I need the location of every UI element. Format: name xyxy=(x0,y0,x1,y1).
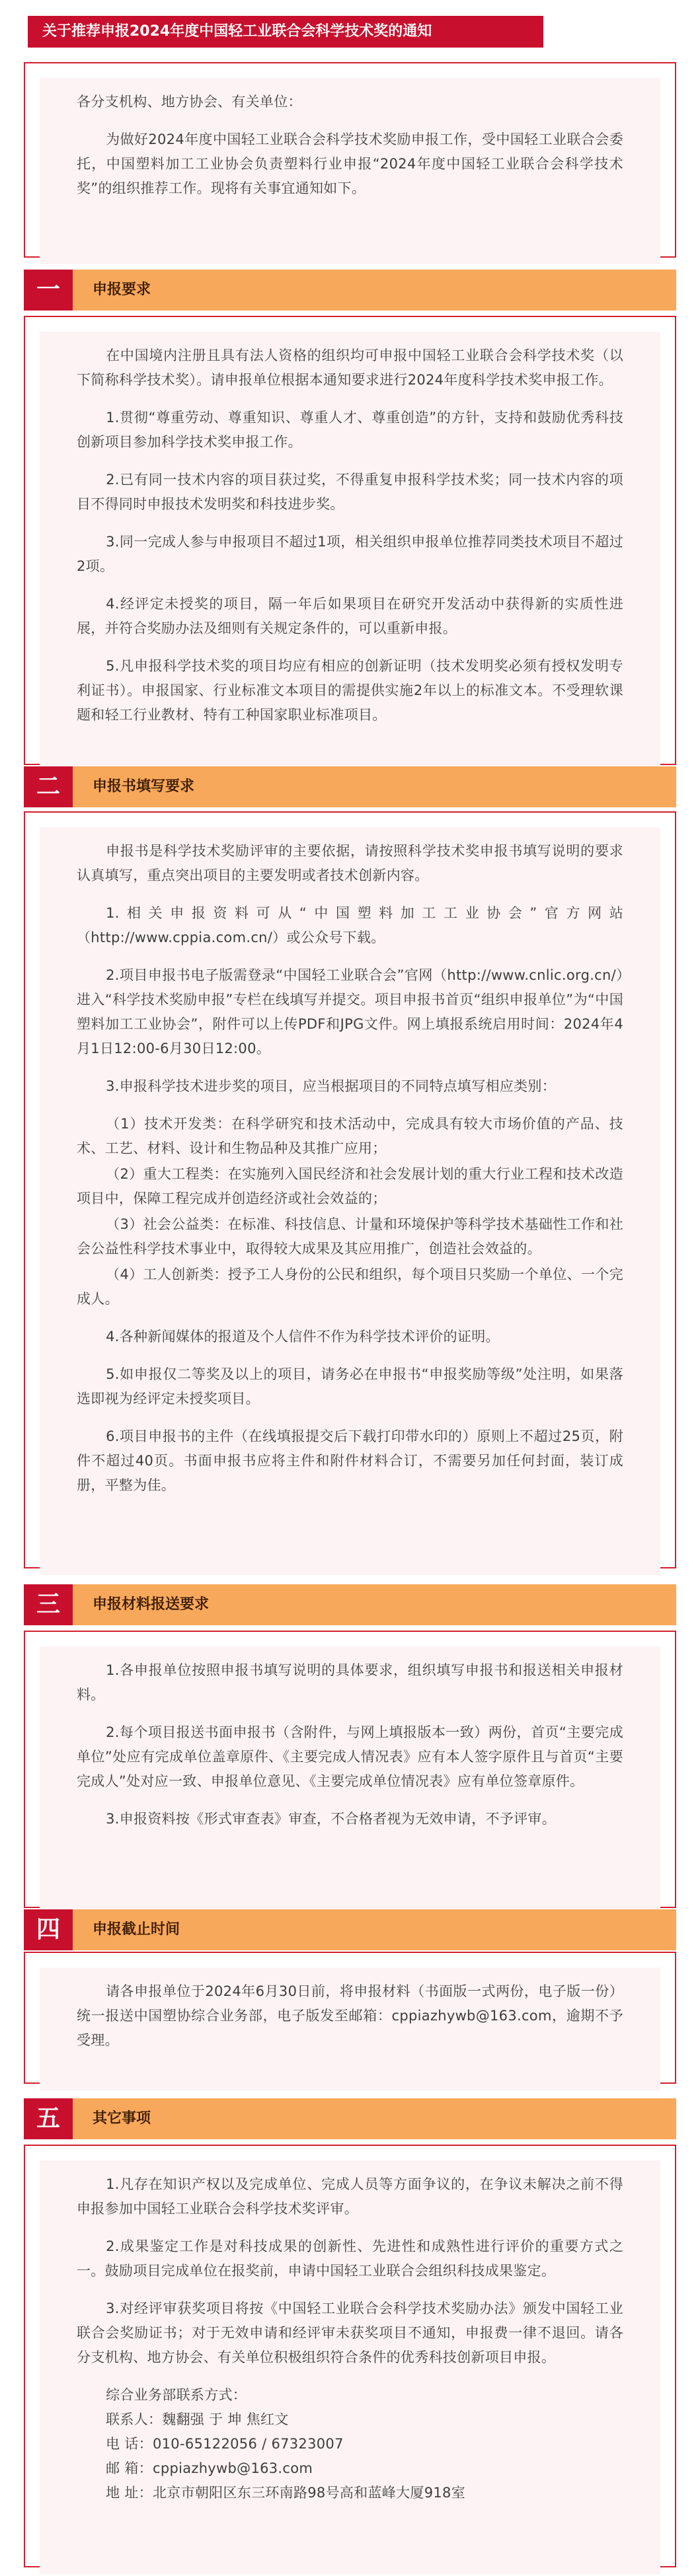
section-title: 申报材料报送要求 xyxy=(93,1596,210,1613)
section-inner-2 xyxy=(40,827,660,1575)
paragraph: 1.贯彻“尊重劳动、尊重知识、尊重人才、尊重创造”的方针，支持和鼓励优秀科技创新项目参加科学技术奖申报工作。 xyxy=(77,410,623,450)
section-number: 二 xyxy=(24,766,73,807)
section-title: 申报要求 xyxy=(93,281,151,298)
paragraph: 2.成果鉴定工作是对科技成果的创新性、先进性和成熟性进行评价的重要方式之一。鼓励项目完成单位在报奖前，申请中国轻工业联合会组织科技成果鉴定。 xyxy=(77,2238,623,2279)
list-item: （1）技术开发类：在科学研究和技术活动中，完成具有较大市场价值的产品、技术、工艺、材料、设计和生物品种及其推广应用； xyxy=(77,1116,623,1156)
paragraph: 5.如申报仅二等奖及以上的项目，请务必在申报书“申报奖励等级”处注明，如果落选即视为经评定未授奖项目。 xyxy=(77,1366,623,1407)
section-header-1 xyxy=(24,270,676,311)
section-number: 一 xyxy=(24,270,73,311)
contact-email: 邮 箱：cppiazhywb@163.com xyxy=(106,2460,313,2476)
contact-block xyxy=(77,2383,623,2505)
section-box-2 xyxy=(24,811,676,1568)
section-title: 申报截止时间 xyxy=(93,1921,180,1938)
section-inner-4 xyxy=(40,1968,660,2090)
section-number: 五 xyxy=(24,2098,73,2139)
section-box-5 xyxy=(24,2145,676,2567)
section-box-4 xyxy=(24,1952,676,2084)
paragraph: 2.项目申报书电子版需登录“中国轻工业联合会”官网（http://www.cnlic.org.cn/）进入“科学技术奖励申报”专栏在线填写并提交。项目申报书首页“组织申报单位”为“中国塑料加工工业协会”，附件可以上传PDF和JPG文件。网上填报系统启用时间：2024年4月1日12:00-6月30日12:00。 xyxy=(77,967,623,1056)
section-number: 三 xyxy=(24,1584,73,1625)
paragraph: 请各申报单位于2024年6月30日前，将申报材料（书面版一式两份，电子版一份）统一报送中国塑协综合业务部，电子版发至邮箱：cppiazhywb@163.com，逾期不予受理。 xyxy=(77,1983,623,2048)
paragraph: 4.经评定未授奖的项目，隔一年后如果项目在研究开发活动中获得新的实质性进展，并符合奖励办法及细则有关规定条件的，可以重新申报。 xyxy=(77,596,623,636)
paragraph: 6.项目申报书的主件（在线填报提交后下载打印带水印的）原则上不超过25页，附件不超过40页。书面申报书应将主件和附件材料合订，不需要另加任何封面，装订成册，平整为佳。 xyxy=(77,1428,623,1493)
contact-address: 地 址：北京市朝阳区东三环南路98号高和蓝峰大厦918室 xyxy=(106,2485,465,2501)
paragraph: 在中国境内注册且具有法人资格的组织均可申报中国轻工业联合会科学技术奖（以下简称科学技术奖）。请申报单位根据本通知要求进行2024年度科学技术奖申报工作。 xyxy=(77,348,623,388)
list-item: （3）社会公益类：在标准、科技信息、计量和环境保护等科学技术基础性工作和社会公益性科学技术事业中，取得较大成果及其应用推广，创造社会效益的。 xyxy=(77,1216,623,1257)
contact-heading: 综合业务部联系方式： xyxy=(106,2387,247,2403)
paragraph: 2.每个项目报送书面申报书（含附件，与网上填报版本一致）两份，首页“主要完成单位”处应有完成单位盖章原件、《主要完成人情况表》应有本人签字原件且与首页“主要完成人”处对应一致、申报单位意见、《主要完成单位情况表》应有单位签章原件。 xyxy=(77,1724,623,1789)
greeting: 各分支机构、地方协会、有关单位： xyxy=(77,94,302,110)
paragraph: 申报书是科学技术奖励评审的主要依据，请按照科学技术奖申报书填写说明的要求认真填写，重点突出项目的主要发明或者技术创新内容。 xyxy=(77,843,623,883)
section-box-3 xyxy=(24,1631,676,1908)
paragraph: 1.凡存在知识产权以及完成单位、完成人员等方面争议的，在争议未解决之前不得申报参加中国轻工业联合会科学技术奖评审。 xyxy=(77,2176,623,2217)
section-inner-5 xyxy=(40,2160,660,2574)
section-title: 申报书填写要求 xyxy=(93,778,195,795)
notice-title: 关于推荐申报2024年度中国轻工业联合会科学技术奖的通知 xyxy=(28,16,543,48)
section-header-4 xyxy=(24,1909,676,1950)
paragraph: 3.对经评审获奖项目将按《中国轻工业联合会科学技术奖励办法》颁发中国轻工业联合会奖励证书；对于无效申请和经评审未获奖项目不通知，申报费一律不退回。请各分支机构、地方协会、有关单位积极组织符合条件的优秀科技创新项目申报。 xyxy=(77,2300,623,2365)
paragraph: 3.同一完成人参与申报项目不超过1项，相关组织申报单位推荐同类技术项目不超过2项。 xyxy=(77,534,623,574)
section-inner-1 xyxy=(40,332,660,772)
section-box-1 xyxy=(24,316,676,765)
paragraph: 3.申报科学技术进步奖的项目，应当根据项目的不同特点填写相应类别： xyxy=(106,1078,557,1094)
contact-people: 联系人：魏翻强 于 坤 焦红文 xyxy=(106,2411,289,2427)
section-header-5 xyxy=(24,2098,676,2139)
list-item: （4）工人创新类：授予工人身份的公民和组织，每个项目只奖励一个单位、一个完成人。 xyxy=(77,1267,623,1307)
section-header-2 xyxy=(24,766,676,807)
paragraph: 1.各申报单位按照申报书填写说明的具体要求，组织填写申报书和报送相关申报材料。 xyxy=(77,1662,623,1703)
intro-inner xyxy=(40,78,660,264)
paragraph: 5.凡申报科学技术奖的项目均应有相应的创新证明（技术发明奖必须有授权发明专利证书）。申报国家、行业标准文本项目的需提供实施2年以上的标准文本。不受理软课题和轻工行业教材、特有工种国家职业标准项目。 xyxy=(77,658,623,723)
intro-paragraph: 为做好2024年度中国轻工业联合会科学技术奖励申报工作，受中国轻工业联合会委托，中国塑料加工工业协会负责塑料行业申报“2024年度中国轻工业联合会科学技术奖”的组织推荐工作。现将有关事宜通知如下。 xyxy=(77,131,623,196)
intro-box xyxy=(24,62,676,258)
section-title: 其它事项 xyxy=(93,2110,151,2127)
paragraph: 1.相关申报资料可从“中国塑料加工工业协会”官方网站（http://www.cppia.com.cn/）或公众号下载。 xyxy=(77,905,623,945)
contact-phone: 电 话：010-65122056 / 67323007 xyxy=(106,2436,344,2452)
paragraph: 4.各种新闻媒体的报道及个人信件不作为科学技术评价的证明。 xyxy=(106,1329,500,1344)
list-item: （2）重大工程类：在实施列入国民经济和社会发展计划的重大行业工程和技术改造项目中，保障工程完成并创造经济或社会效益的； xyxy=(77,1166,623,1206)
paragraph: 2.已有同一技术内容的项目获过奖，不得重复申报科学技术奖；同一技术内容的项目不得同时申报技术发明奖和科技进步奖。 xyxy=(77,472,623,512)
section-inner-3 xyxy=(40,1646,660,1915)
section-header-3 xyxy=(24,1584,676,1625)
section-number: 四 xyxy=(24,1909,73,1950)
paragraph: 3.申报资料按《形式审查表》审查，不合格者视为无效申请，不予评审。 xyxy=(106,1811,557,1827)
